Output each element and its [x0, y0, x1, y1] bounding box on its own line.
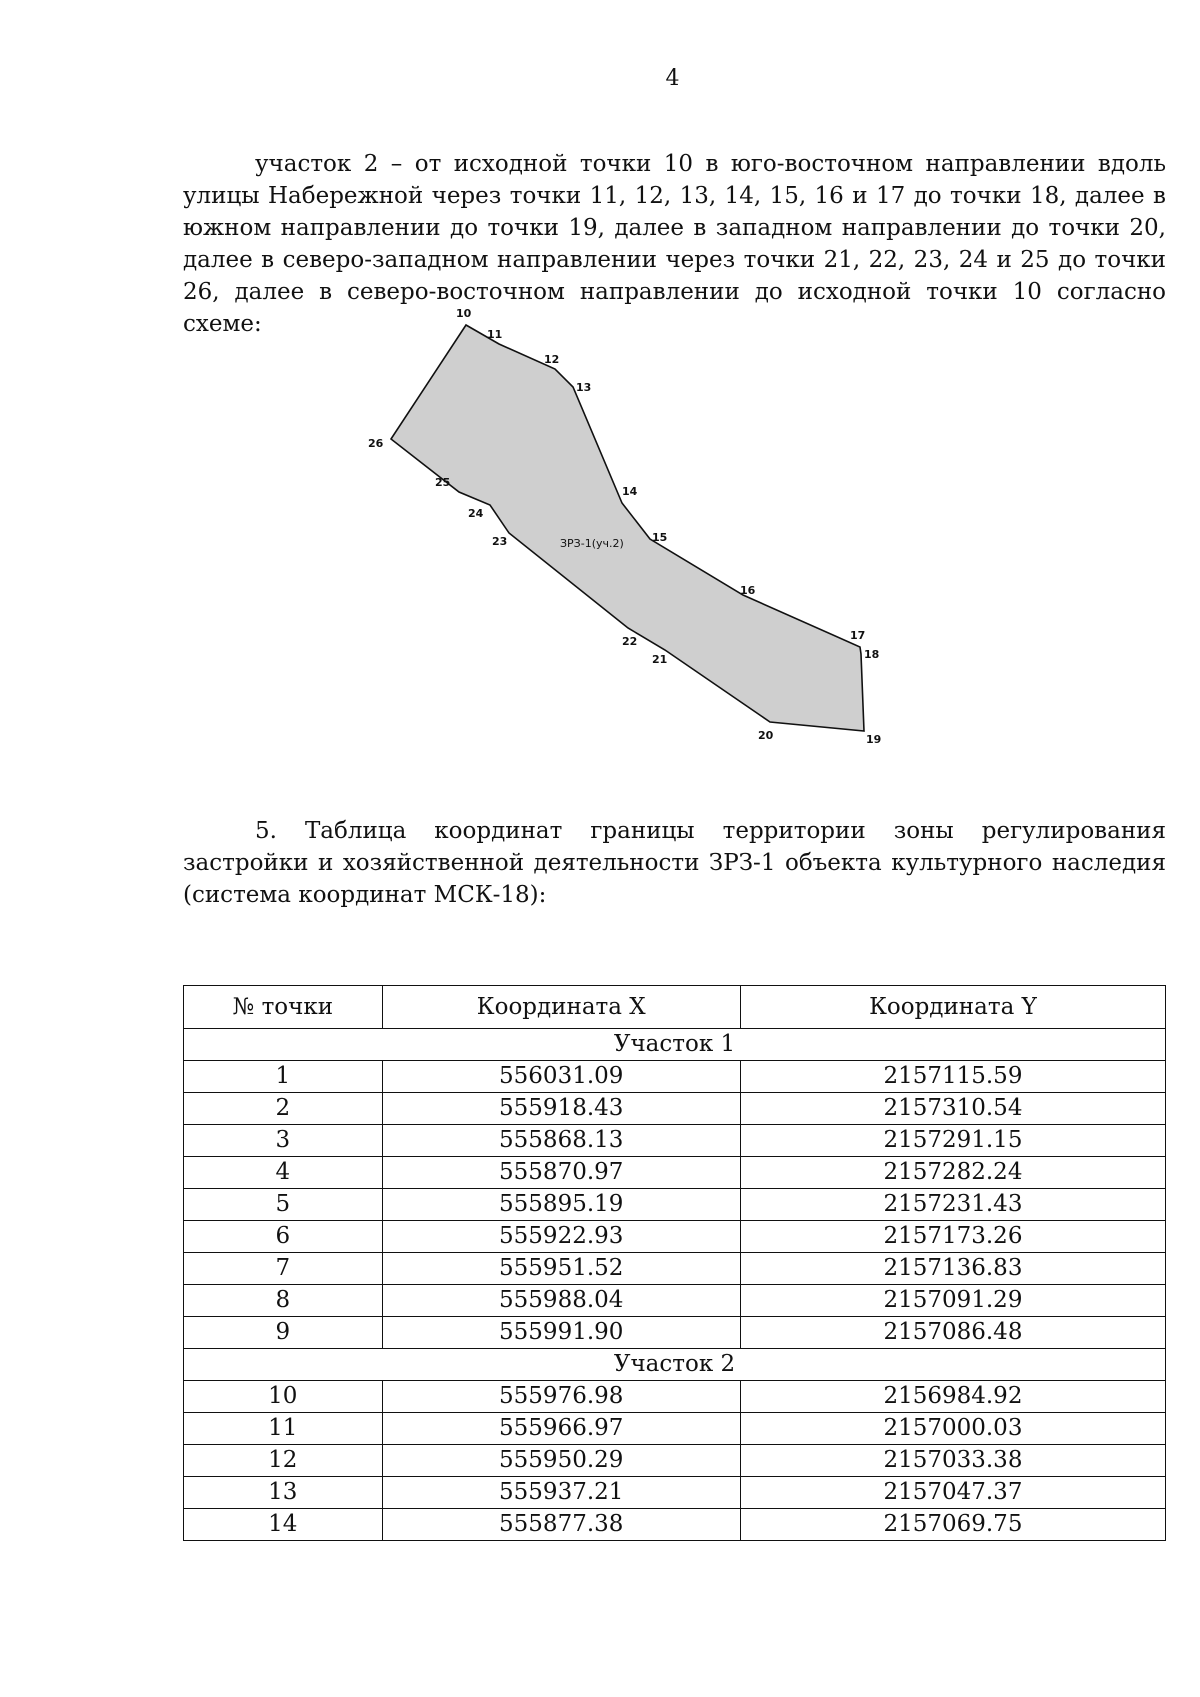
cell-point-number: 1 [184, 1061, 383, 1093]
cell-coordinate-y: 2156984.92 [740, 1381, 1165, 1413]
cell-point-number: 2 [184, 1093, 383, 1125]
point-label-26: 26 [368, 437, 384, 450]
cell-coordinate-x: 555870.97 [382, 1157, 740, 1189]
cell-coordinate-y: 2157173.26 [740, 1221, 1165, 1253]
cell-coordinate-y: 2157000.03 [740, 1413, 1165, 1445]
cell-point-number: 8 [184, 1285, 383, 1317]
point-label-16: 16 [740, 584, 756, 597]
table-row [184, 1253, 1166, 1285]
table-row [184, 1413, 1166, 1445]
cell-coordinate-x: 555950.29 [382, 1445, 740, 1477]
cell-point-number: 7 [184, 1253, 383, 1285]
cell-coordinate-y: 2157033.38 [740, 1445, 1165, 1477]
cell-coordinate-x: 555966.97 [382, 1413, 740, 1445]
table-row [184, 1285, 1166, 1317]
table-row [184, 1477, 1166, 1509]
point-label-11: 11 [487, 328, 503, 341]
header-coordinate-x: Координата X [382, 986, 740, 1029]
point-label-17: 17 [850, 629, 866, 642]
table-row [184, 1189, 1166, 1221]
cell-coordinate-x: 555922.93 [382, 1221, 740, 1253]
cell-coordinate-x: 555988.04 [382, 1285, 740, 1317]
table-row [184, 1381, 1166, 1413]
zone-scheme [360, 295, 960, 755]
point-label-10: 10 [456, 307, 472, 320]
table-row [184, 1509, 1166, 1541]
table-row [184, 1061, 1166, 1093]
cell-point-number: 6 [184, 1221, 383, 1253]
point-label-12: 12 [544, 353, 560, 366]
cell-point-number: 9 [184, 1317, 383, 1349]
cell-point-number: 10 [184, 1381, 383, 1413]
cell-point-number: 12 [184, 1445, 383, 1477]
point-label-13: 13 [576, 381, 592, 394]
cell-coordinate-y: 2157115.59 [740, 1061, 1165, 1093]
zone-polygon [391, 325, 864, 731]
point-label-23: 23 [492, 535, 508, 548]
cell-coordinate-y: 2157291.15 [740, 1125, 1165, 1157]
cell-coordinate-x: 555868.13 [382, 1125, 740, 1157]
zone-label: ЗРЗ-1(уч.2) [560, 537, 624, 550]
table-row [184, 1157, 1166, 1189]
cell-point-number: 5 [184, 1189, 383, 1221]
table-row [184, 1317, 1166, 1349]
table-body [184, 1029, 1166, 1541]
cell-coordinate-y: 2157282.24 [740, 1157, 1165, 1189]
table-row [184, 1221, 1166, 1253]
paragraph-table-caption: 5. Таблица координат границы территории зоны регулирования застройки и хозяйственной деятельности ЗРЗ-1 объекта культурного наследия (система координат МСК-18): [183, 818, 1166, 908]
cell-coordinate-y: 2157086.48 [740, 1317, 1165, 1349]
point-label-19: 19 [866, 733, 882, 746]
point-label-14: 14 [622, 485, 638, 498]
cell-coordinate-x: 555991.90 [382, 1317, 740, 1349]
cell-coordinate-x: 556031.09 [382, 1061, 740, 1093]
header-coordinate-y: Координата Y [740, 986, 1165, 1029]
point-label-22: 22 [622, 635, 638, 648]
cell-coordinate-y: 2157231.43 [740, 1189, 1165, 1221]
point-label-21: 21 [652, 653, 668, 666]
coordinates-table [183, 985, 1166, 1541]
cell-coordinate-y: 2157136.83 [740, 1253, 1165, 1285]
cell-coordinate-x: 555976.98 [382, 1381, 740, 1413]
table-section-row [184, 1029, 1166, 1061]
cell-coordinate-y: 2157310.54 [740, 1093, 1165, 1125]
cell-coordinate-y: 2157069.75 [740, 1509, 1165, 1541]
cell-point-number: 14 [184, 1509, 383, 1541]
cell-coordinate-x: 555951.52 [382, 1253, 740, 1285]
cell-point-number: 11 [184, 1413, 383, 1445]
point-label-20: 20 [758, 729, 774, 742]
header-point-number: № точки [184, 986, 383, 1029]
paragraph-boundary-description: участок 2 – от исходной точки 10 в юго-восточном направлении вдоль улицы Набережной через точки 11, 12, 13, 14, 15, 16 и 17 до точки 18, далее в южном направлении до точки 19, далее в западном направлении до точки 20, далее в северо-западном направлении через точки 21, 22, 23, 24 и 25 до точки 26, далее в северо-восточном направлении до исходной точки 10 согласно схеме: [183, 151, 1166, 337]
point-label-15: 15 [652, 531, 668, 544]
cell-coordinate-y: 2157047.37 [740, 1477, 1165, 1509]
table-row [184, 1445, 1166, 1477]
cell-coordinate-x: 555937.21 [382, 1477, 740, 1509]
cell-point-number: 3 [184, 1125, 383, 1157]
point-label-18: 18 [864, 648, 880, 661]
page-number: 4 [665, 66, 680, 91]
section-title: Участок 1 [184, 1029, 1166, 1061]
table-row [184, 1125, 1166, 1157]
section-title: Участок 2 [184, 1349, 1166, 1381]
point-label-25: 25 [435, 476, 451, 489]
cell-coordinate-y: 2157091.29 [740, 1285, 1165, 1317]
cell-coordinate-x: 555895.19 [382, 1189, 740, 1221]
table-section-row [184, 1349, 1166, 1381]
table-row [184, 1093, 1166, 1125]
point-label-24: 24 [468, 507, 484, 520]
cell-point-number: 4 [184, 1157, 383, 1189]
cell-point-number: 13 [184, 1477, 383, 1509]
cell-coordinate-x: 555918.43 [382, 1093, 740, 1125]
table-header-row [184, 986, 1166, 1029]
cell-coordinate-x: 555877.38 [382, 1509, 740, 1541]
